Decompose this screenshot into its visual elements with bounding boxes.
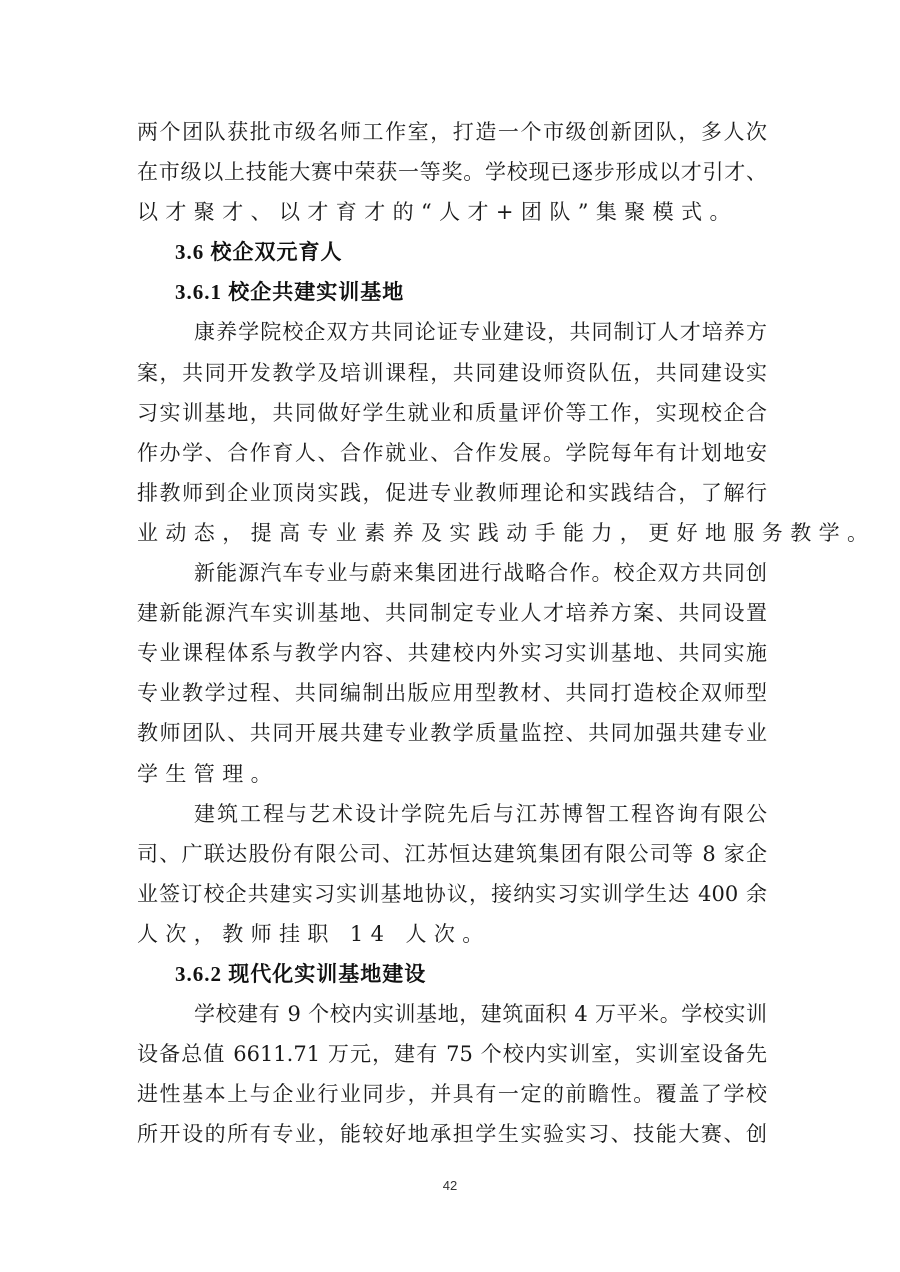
text-line: 案，共同开发教学及培训课程，共同建设师资队伍，共同建设实 xyxy=(137,360,767,385)
paragraph-talent-team xyxy=(137,112,767,232)
text-line: 进性基本上与企业行业同步，并具有一定的前瞻性。覆盖了学校 xyxy=(137,1082,767,1107)
paragraph-training-bases xyxy=(137,994,767,1154)
text-line: 设备总值 6611.71 万元，建有 75 个校内实训室，实训室设备先 xyxy=(137,1042,767,1067)
text-line: 新能源汽车专业与蔚来集团进行战略合作。校企双方共同创 xyxy=(194,561,767,586)
text-line: 业动态，提高专业素养及实践动手能力，更好地服务教学。 xyxy=(137,520,876,545)
paragraph-new-energy-vehicle xyxy=(137,553,767,794)
text-line: 司、广联达股份有限公司、江苏恒达建筑集团有限公司等 8 家企 xyxy=(137,841,767,866)
text-line: 专业教学过程、共同编制出版应用型教材、共同打造校企双师型 xyxy=(137,681,767,706)
text-line: 习实训基地，共同做好学生就业和质量评价等工作，实现校企合 xyxy=(137,400,767,425)
page-body xyxy=(137,112,876,1154)
text-line: 学校建有 9 个校内实训基地，建筑面积 4 万平米。学校实训 xyxy=(194,1002,767,1027)
text-line: 专业课程体系与教学内容、共建校内外实习实训基地、共同实施 xyxy=(137,641,767,666)
text-line: 人次，教师挂职 14 人次。 xyxy=(137,921,491,946)
text-line: 教师团队、共同开展共建专业教学质量监控、共同加强共建专业 xyxy=(137,721,767,746)
text-line: 两个团队获批市级名师工作室，打造一个市级创新团队，多人次 xyxy=(137,120,767,144)
subsection-heading-3-6-2: 3.6.2 现代化实训基地建设 xyxy=(175,961,427,986)
text-line: 排教师到企业顶岗实践，促进专业教师理论和实践结合，了解行 xyxy=(137,480,767,505)
text-line: 在市级以上技能大赛中荣获一等奖。学校现已逐步形成以才引才、 xyxy=(137,160,767,185)
text-line: 建新能源汽车实训基地、共同制定专业人才培养方案、共同设置 xyxy=(137,601,767,626)
text-line: 康养学院校企双方共同论证专业建设，共同制订人才培养方 xyxy=(194,320,767,345)
text-line: 建筑工程与艺术设计学院先后与江苏博智工程咨询有限公 xyxy=(194,801,767,826)
text-line: 业签订校企共建实习实训基地协议，接纳实习实训学生达 400 余 xyxy=(137,881,767,906)
text-line: 作办学、合作育人、合作就业、合作发展。学院每年有计划地安 xyxy=(137,440,767,465)
paragraph-health-college xyxy=(137,312,876,553)
text-line: 以才聚才、以才育才的“人才+团队”集聚模式。 xyxy=(137,200,738,225)
subsection-heading-3-6-1: 3.6.1 校企共建实训基地 xyxy=(175,280,405,305)
section-heading-3-6: 3.6 校企双元育人 xyxy=(175,240,343,265)
text-line: 所开设的所有专业，能较好地承担学生实验实习、技能大赛、创 xyxy=(137,1122,767,1147)
text-line: 学生管理。 xyxy=(137,761,279,786)
paragraph-architecture-college xyxy=(137,794,767,954)
page-number: 42 xyxy=(442,1178,458,1193)
